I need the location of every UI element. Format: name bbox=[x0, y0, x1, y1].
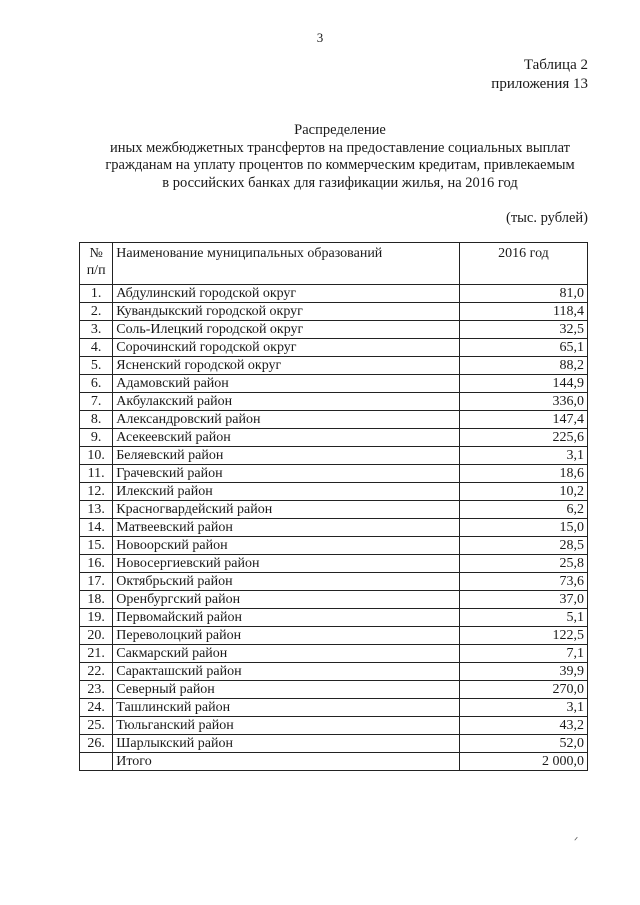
row-municipality-name: Переволоцкий район bbox=[113, 627, 460, 645]
row-value: 6,2 bbox=[459, 501, 587, 519]
total-row bbox=[80, 753, 588, 771]
table-body bbox=[80, 285, 588, 771]
page-number: 3 bbox=[316, 30, 324, 45]
row-municipality-name: Оренбургский район bbox=[113, 591, 460, 609]
row-number: 2. bbox=[80, 303, 113, 321]
row-municipality-name: Сорочинский городской округ bbox=[113, 339, 460, 357]
table-ref-line1: Таблица 2 bbox=[523, 57, 588, 73]
row-number: 19. bbox=[80, 609, 113, 627]
row-municipality-name: Кувандыкский городской округ bbox=[113, 303, 460, 321]
document-heading bbox=[60, 122, 620, 192]
row-municipality-name: Шарлыкский район bbox=[113, 735, 460, 753]
row-number: 5. bbox=[80, 357, 113, 375]
table-row bbox=[80, 375, 588, 393]
row-municipality-name: Александровский район bbox=[113, 411, 460, 429]
table-ref-line2: приложения 13 bbox=[491, 76, 588, 92]
table-row bbox=[80, 735, 588, 753]
row-municipality-name: Илекский район bbox=[113, 483, 460, 501]
row-municipality-name: Новосергиевский район bbox=[113, 555, 460, 573]
row-number: 24. bbox=[80, 699, 113, 717]
heading-line4: в российских банках для газификации жилья, на 2016 год bbox=[162, 174, 518, 191]
table-row bbox=[80, 699, 588, 717]
row-value: 10,2 bbox=[459, 483, 587, 501]
table-row bbox=[80, 321, 588, 339]
heading-line1: Распределение bbox=[294, 122, 386, 138]
row-number: 18. bbox=[80, 591, 113, 609]
row-municipality-name: Беляевский район bbox=[113, 447, 460, 465]
header-number-line1: № bbox=[89, 246, 103, 261]
row-value: 65,1 bbox=[459, 339, 587, 357]
table-row bbox=[80, 519, 588, 537]
row-value: 37,0 bbox=[459, 591, 587, 609]
row-value: 336,0 bbox=[459, 393, 587, 411]
header-name: Наименование муниципальных образований bbox=[113, 243, 460, 285]
row-municipality-name: Саракташский район bbox=[113, 663, 460, 681]
row-number: 15. bbox=[80, 537, 113, 555]
row-number: 11. bbox=[80, 465, 113, 483]
table-row bbox=[80, 465, 588, 483]
row-value: 43,2 bbox=[459, 717, 587, 735]
total-label: Итого bbox=[113, 753, 460, 771]
heading-line3: гражданам на уплату процентов по коммерческим кредитам, привлекаемым bbox=[105, 157, 575, 173]
row-municipality-name: Красногвардейский район bbox=[113, 501, 460, 519]
row-number: 6. bbox=[80, 375, 113, 393]
row-value: 18,6 bbox=[459, 465, 587, 483]
table-row bbox=[80, 663, 588, 681]
table-row bbox=[80, 555, 588, 573]
total-value: 2 000,0 bbox=[459, 753, 587, 771]
row-municipality-name: Тюльганский район bbox=[113, 717, 460, 735]
row-value: 122,5 bbox=[459, 627, 587, 645]
row-number: 10. bbox=[80, 447, 113, 465]
header-number bbox=[80, 243, 113, 285]
row-number: 8. bbox=[80, 411, 113, 429]
row-number: 22. bbox=[80, 663, 113, 681]
distribution-table bbox=[79, 242, 588, 771]
row-value: 81,0 bbox=[459, 285, 587, 303]
table-row bbox=[80, 339, 588, 357]
row-municipality-name: Первомайский район bbox=[113, 609, 460, 627]
table-row bbox=[80, 717, 588, 735]
table-row bbox=[80, 537, 588, 555]
table-row bbox=[80, 429, 588, 447]
row-value: 88,2 bbox=[459, 357, 587, 375]
row-municipality-name: Асекеевский район bbox=[113, 429, 460, 447]
row-value: 7,1 bbox=[459, 645, 587, 663]
row-value: 118,4 bbox=[459, 303, 587, 321]
row-number: 21. bbox=[80, 645, 113, 663]
row-value: 270,0 bbox=[459, 681, 587, 699]
row-number: 23. bbox=[80, 681, 113, 699]
row-number: 3. bbox=[80, 321, 113, 339]
row-number: 17. bbox=[80, 573, 113, 591]
table-row bbox=[80, 591, 588, 609]
table-row bbox=[80, 357, 588, 375]
row-municipality-name: Ясненский городской округ bbox=[113, 357, 460, 375]
row-municipality-name: Сакмарский район bbox=[113, 645, 460, 663]
table-row bbox=[80, 573, 588, 591]
row-value: 144,9 bbox=[459, 375, 587, 393]
table-row bbox=[80, 411, 588, 429]
row-value: 28,5 bbox=[459, 537, 587, 555]
units-label: (тыс. рублей) bbox=[506, 210, 588, 226]
row-number: 4. bbox=[80, 339, 113, 357]
row-value: 25,8 bbox=[459, 555, 587, 573]
row-number: 26. bbox=[80, 735, 113, 753]
row-value: 147,4 bbox=[459, 411, 587, 429]
row-number: 12. bbox=[80, 483, 113, 501]
table-row bbox=[80, 681, 588, 699]
row-value: 5,1 bbox=[459, 609, 587, 627]
row-value: 3,1 bbox=[459, 447, 587, 465]
table-row bbox=[80, 303, 588, 321]
row-value: 15,0 bbox=[459, 519, 587, 537]
table-row bbox=[80, 483, 588, 501]
row-municipality-name: Адамовский район bbox=[113, 375, 460, 393]
row-number: 9. bbox=[80, 429, 113, 447]
total-number-cell bbox=[80, 753, 113, 771]
row-number: 13. bbox=[80, 501, 113, 519]
table-row bbox=[80, 393, 588, 411]
row-number: 1. bbox=[80, 285, 113, 303]
row-municipality-name: Абдулинский городской округ bbox=[113, 285, 460, 303]
row-municipality-name: Матвеевский район bbox=[113, 519, 460, 537]
row-number: 25. bbox=[80, 717, 113, 735]
row-value: 73,6 bbox=[459, 573, 587, 591]
row-municipality-name: Грачевский район bbox=[113, 465, 460, 483]
table-row bbox=[80, 285, 588, 303]
table-row bbox=[80, 501, 588, 519]
row-number: 7. bbox=[80, 393, 113, 411]
table-row bbox=[80, 627, 588, 645]
heading-line2: иных межбюджетных трансфертов на предоставление социальных выплат bbox=[109, 139, 571, 156]
margin-mark: ᐟ bbox=[574, 836, 579, 847]
row-municipality-name: Северный район bbox=[113, 681, 460, 699]
table-row bbox=[80, 609, 588, 627]
table-row bbox=[80, 447, 588, 465]
row-number: 16. bbox=[80, 555, 113, 573]
row-number: 20. bbox=[80, 627, 113, 645]
row-value: 32,5 bbox=[459, 321, 587, 339]
row-value: 225,6 bbox=[459, 429, 587, 447]
header-year: 2016 год bbox=[459, 243, 587, 285]
row-municipality-name: Новоорский район bbox=[113, 537, 460, 555]
row-value: 52,0 bbox=[459, 735, 587, 753]
row-municipality-name: Ташлинский район bbox=[113, 699, 460, 717]
table-reference bbox=[491, 56, 588, 94]
header-number-line2: п/п bbox=[86, 263, 106, 278]
row-value: 3,1 bbox=[459, 699, 587, 717]
table-header-row bbox=[80, 243, 588, 285]
row-municipality-name: Октябрьский район bbox=[113, 573, 460, 591]
row-municipality-name: Соль-Илецкий городской округ bbox=[113, 321, 460, 339]
table-row bbox=[80, 645, 588, 663]
row-number: 14. bbox=[80, 519, 113, 537]
row-municipality-name: Акбулакский район bbox=[113, 393, 460, 411]
row-value: 39,9 bbox=[459, 663, 587, 681]
